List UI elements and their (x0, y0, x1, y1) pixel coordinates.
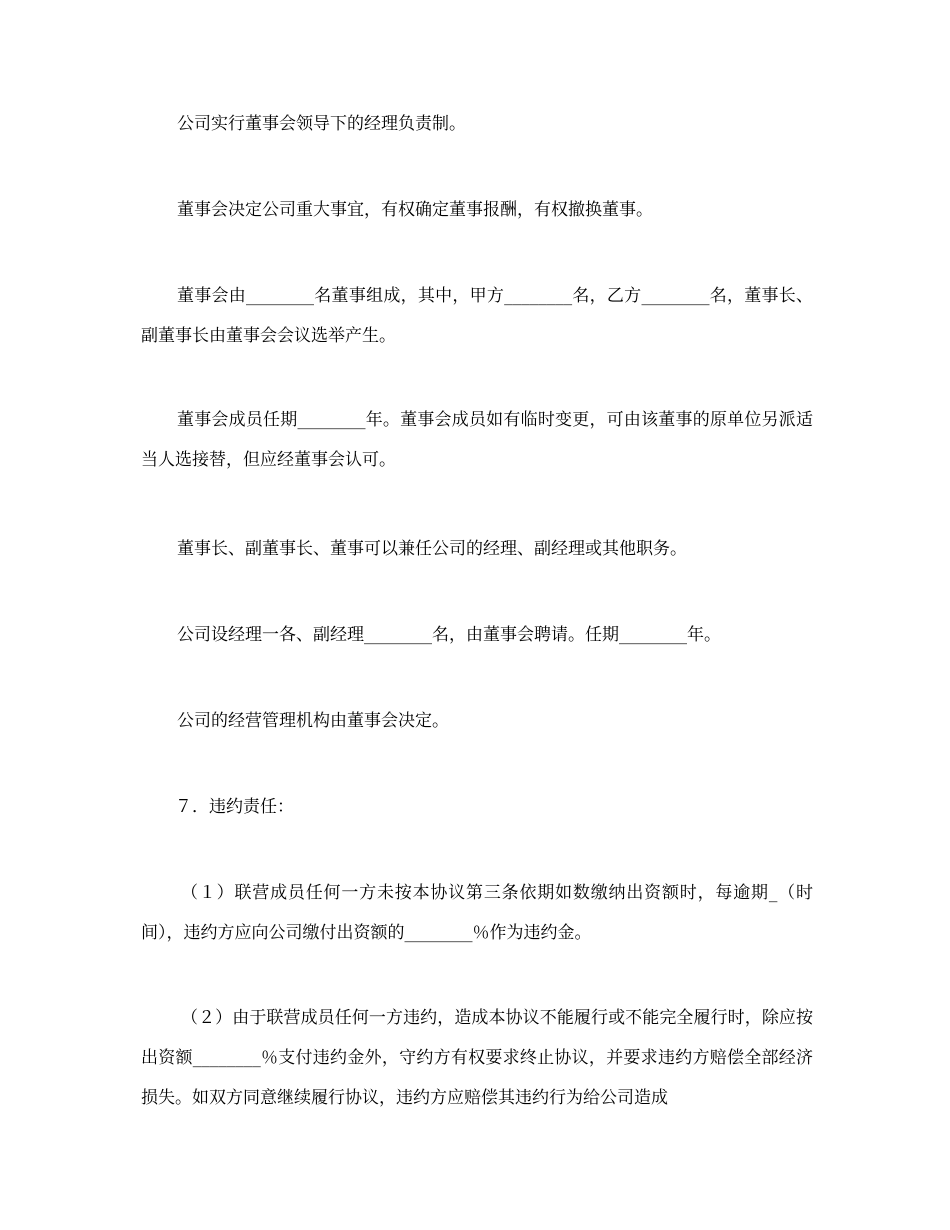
paragraph-3: 董事会由________名董事组成，其中，甲方________名，乙方________名，董事长、副董事长由董事会会议选举产生。 (141, 286, 813, 346)
paragraph-6: 公司设经理一各、副经理________名，由董事会聘请。任期________年。 (177, 625, 721, 645)
paragraph-item-1: （１）联营成员任何一方未按本协议第三条依期如数缴纳出资额时，每逾期_（时间），违约方应向公司缴付出资额的________％作为违约金。 (141, 883, 813, 943)
paragraph-1: 公司实行董事会领导下的经理负责制。 (177, 114, 466, 134)
paragraph-item-2: （２）由于联营成员任何一方违约，造成本协议不能履行或不能完全履行时，除应按出资额________％支付违约金外，守约方有权要求终止协议，并要求违约方赔偿全部经济损失。如双方同意继续履行协议，违约方应赔偿其违约行为给公司造成 (141, 1008, 813, 1108)
paragraph-2: 董事会决定公司重大事宜，有权确定董事报酬，有权撤换董事。 (177, 200, 653, 220)
section-heading-breach-liability: ７．违约责任： (175, 797, 294, 817)
paragraph-5: 董事长、副董事长、董事可以兼任公司的经理、副经理或其他职务。 (177, 539, 687, 559)
paragraph-4: 董事会成员任期________年。董事会成员如有临时变更，可由该董事的原单位另派适当人选接替，但应经董事会认可。 (141, 410, 813, 470)
paragraph-7: 公司的经营管理机构由董事会决定。 (177, 711, 449, 731)
